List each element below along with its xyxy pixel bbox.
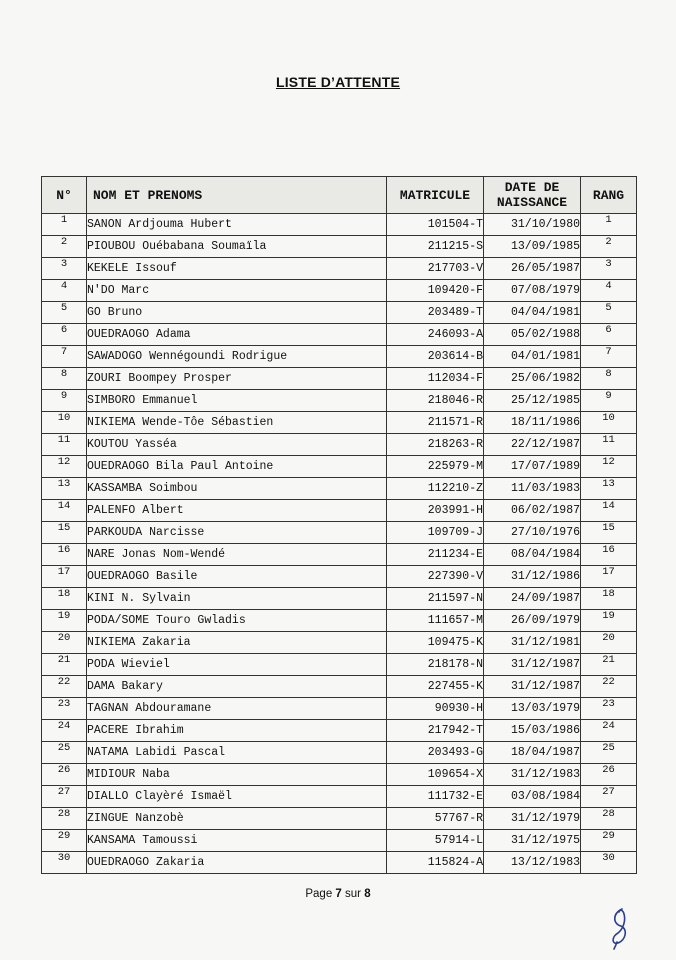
row-matricule: 101504-T (387, 214, 484, 236)
row-matricule: 218178-N (387, 654, 484, 676)
row-rank: 6 (581, 324, 637, 346)
row-birthdate: 25/06/1982 (484, 368, 581, 390)
row-number: 23 (42, 698, 87, 720)
row-matricule: 90930-H (387, 698, 484, 720)
row-birthdate: 22/12/1987 (484, 434, 581, 456)
row-matricule: 109654-X (387, 764, 484, 786)
row-name: OUEDRAOGO Adama (87, 324, 387, 346)
handwritten-initial-icon (608, 906, 630, 950)
header-birthdate-line2: NAISSANCE (496, 195, 568, 210)
row-name: NARE Jonas Nom-Wendé (87, 544, 387, 566)
row-birthdate: 31/12/1979 (484, 808, 581, 830)
table-row (42, 566, 637, 588)
header-num: N° (42, 177, 87, 214)
row-rank: 14 (581, 500, 637, 522)
row-matricule: 218046-R (387, 390, 484, 412)
row-name: PIOUBOU Ouébabana Soumaïla (87, 236, 387, 258)
row-number: 22 (42, 676, 87, 698)
row-matricule: 217703-V (387, 258, 484, 280)
row-number: 11 (42, 434, 87, 456)
waiting-list-table (41, 176, 637, 874)
table-row (42, 632, 637, 654)
row-birthdate: 03/08/1984 (484, 786, 581, 808)
footer-page-current: 7 (335, 888, 342, 900)
row-number: 15 (42, 522, 87, 544)
row-matricule: 112034-F (387, 368, 484, 390)
table-row (42, 544, 637, 566)
row-number: 20 (42, 632, 87, 654)
table-row (42, 390, 637, 412)
table-row (42, 610, 637, 632)
row-matricule: 109709-J (387, 522, 484, 544)
row-name: OUEDRAOGO Basile (87, 566, 387, 588)
row-rank: 23 (581, 698, 637, 720)
row-rank: 24 (581, 720, 637, 742)
row-birthdate: 26/05/1987 (484, 258, 581, 280)
row-number: 17 (42, 566, 87, 588)
table-row (42, 434, 637, 456)
row-birthdate: 07/08/1979 (484, 280, 581, 302)
row-name: DAMA Bakary (87, 676, 387, 698)
row-birthdate: 31/12/1986 (484, 566, 581, 588)
row-number: 7 (42, 346, 87, 368)
row-name: DIALLO Clayèré Ismaël (87, 786, 387, 808)
row-name: NATAMA Labidi Pascal (87, 742, 387, 764)
row-number: 12 (42, 456, 87, 478)
table-row (42, 654, 637, 676)
table-row (42, 368, 637, 390)
row-number: 2 (42, 236, 87, 258)
row-birthdate: 08/04/1984 (484, 544, 581, 566)
row-rank: 10 (581, 412, 637, 434)
row-matricule: 211571-R (387, 412, 484, 434)
row-name: KOUTOU Yasséa (87, 434, 387, 456)
row-rank: 9 (581, 390, 637, 412)
row-birthdate: 13/09/1985 (484, 236, 581, 258)
row-birthdate: 18/04/1987 (484, 742, 581, 764)
row-rank: 2 (581, 236, 637, 258)
row-name: KINI N. Sylvain (87, 588, 387, 610)
row-name: KANSAMA Tamoussi (87, 830, 387, 852)
row-rank: 18 (581, 588, 637, 610)
table-row (42, 500, 637, 522)
row-number: 24 (42, 720, 87, 742)
row-number: 5 (42, 302, 87, 324)
row-name: ZOURI Boompey Prosper (87, 368, 387, 390)
row-name: TAGNAN Abdouramane (87, 698, 387, 720)
row-name: PALENFO Albert (87, 500, 387, 522)
row-number: 13 (42, 478, 87, 500)
table-row (42, 588, 637, 610)
row-matricule: 211597-N (387, 588, 484, 610)
row-matricule: 112210-Z (387, 478, 484, 500)
table-row (42, 786, 637, 808)
table-body (42, 214, 637, 874)
header-matricule: MATRICULE (387, 177, 484, 214)
row-matricule: 225979-M (387, 456, 484, 478)
row-matricule: 211215-S (387, 236, 484, 258)
row-name: KASSAMBA Soimbou (87, 478, 387, 500)
row-name: NIKIEMA Zakaria (87, 632, 387, 654)
table-row (42, 302, 637, 324)
row-matricule: 218263-R (387, 434, 484, 456)
row-rank: 21 (581, 654, 637, 676)
row-rank: 28 (581, 808, 637, 830)
header-name: NOM ET PRENOMS (87, 177, 387, 214)
row-rank: 20 (581, 632, 637, 654)
row-birthdate: 15/03/1986 (484, 720, 581, 742)
row-matricule: 203493-G (387, 742, 484, 764)
row-rank: 27 (581, 786, 637, 808)
row-name: SAWADOGO Wennégoundi Rodrigue (87, 346, 387, 368)
row-name: SANON Ardjouma Hubert (87, 214, 387, 236)
row-rank: 7 (581, 346, 637, 368)
row-matricule: 111732-E (387, 786, 484, 808)
row-rank: 30 (581, 852, 637, 874)
row-number: 28 (42, 808, 87, 830)
table-row (42, 214, 637, 236)
table-row (42, 720, 637, 742)
row-matricule: 57767-R (387, 808, 484, 830)
row-number: 19 (42, 610, 87, 632)
row-birthdate: 13/12/1983 (484, 852, 581, 874)
row-birthdate: 26/09/1979 (484, 610, 581, 632)
table-row (42, 258, 637, 280)
row-number: 16 (42, 544, 87, 566)
table-row (42, 764, 637, 786)
row-rank: 19 (581, 610, 637, 632)
row-name: OUEDRAOGO Bila Paul Antoine (87, 456, 387, 478)
row-number: 10 (42, 412, 87, 434)
row-name: ZINGUE Nanzobè (87, 808, 387, 830)
row-number: 1 (42, 214, 87, 236)
row-rank: 22 (581, 676, 637, 698)
page-footer (0, 888, 676, 900)
row-name: PODA/SOME Touro Gwladis (87, 610, 387, 632)
row-matricule: 203991-H (387, 500, 484, 522)
table-row (42, 522, 637, 544)
table-row (42, 852, 637, 874)
row-number: 26 (42, 764, 87, 786)
row-birthdate: 31/12/1981 (484, 632, 581, 654)
row-number: 3 (42, 258, 87, 280)
row-number: 29 (42, 830, 87, 852)
row-rank: 8 (581, 368, 637, 390)
row-name: PARKOUDA Narcisse (87, 522, 387, 544)
row-number: 21 (42, 654, 87, 676)
row-rank: 29 (581, 830, 637, 852)
row-number: 30 (42, 852, 87, 874)
row-birthdate: 11/03/1983 (484, 478, 581, 500)
row-rank: 3 (581, 258, 637, 280)
row-rank: 15 (581, 522, 637, 544)
row-birthdate: 31/12/1975 (484, 830, 581, 852)
row-matricule: 111657-M (387, 610, 484, 632)
row-number: 8 (42, 368, 87, 390)
row-number: 14 (42, 500, 87, 522)
row-matricule: 57914-L (387, 830, 484, 852)
row-name: OUEDRAOGO Zakaria (87, 852, 387, 874)
row-rank: 1 (581, 214, 637, 236)
table-row (42, 412, 637, 434)
row-name: SIMBORO Emmanuel (87, 390, 387, 412)
row-name: N'DO Marc (87, 280, 387, 302)
row-matricule: 203614-B (387, 346, 484, 368)
table-row (42, 742, 637, 764)
table-header-row (42, 177, 637, 214)
table-row (42, 478, 637, 500)
row-birthdate: 24/09/1987 (484, 588, 581, 610)
row-matricule: 109475-K (387, 632, 484, 654)
row-birthdate: 17/07/1989 (484, 456, 581, 478)
header-birthdate (484, 177, 581, 214)
row-name: MIDIOUR Naba (87, 764, 387, 786)
footer-page-label: Page (305, 888, 333, 900)
row-birthdate: 25/12/1985 (484, 390, 581, 412)
header-birthdate-line1: DATE DE (504, 180, 560, 195)
row-birthdate: 04/04/1981 (484, 302, 581, 324)
table-row (42, 676, 637, 698)
table-row (42, 456, 637, 478)
row-birthdate: 31/12/1983 (484, 764, 581, 786)
footer-of-label: sur (345, 888, 362, 900)
row-matricule: 203489-T (387, 302, 484, 324)
row-number: 4 (42, 280, 87, 302)
row-rank: 5 (581, 302, 637, 324)
row-rank: 12 (581, 456, 637, 478)
row-birthdate: 27/10/1976 (484, 522, 581, 544)
row-rank: 16 (581, 544, 637, 566)
row-birthdate: 04/01/1981 (484, 346, 581, 368)
row-name: PODA Wieviel (87, 654, 387, 676)
row-name: KEKELE Issouf (87, 258, 387, 280)
table-row (42, 324, 637, 346)
row-birthdate: 05/02/1988 (484, 324, 581, 346)
table-row (42, 808, 637, 830)
row-matricule: 109420-F (387, 280, 484, 302)
header-rank: RANG (581, 177, 637, 214)
row-number: 25 (42, 742, 87, 764)
row-matricule: 246093-A (387, 324, 484, 346)
row-number: 18 (42, 588, 87, 610)
row-rank: 26 (581, 764, 637, 786)
row-matricule: 217942-T (387, 720, 484, 742)
table-row (42, 346, 637, 368)
table-row (42, 236, 637, 258)
row-name: PACERE Ibrahim (87, 720, 387, 742)
footer-page-total: 8 (364, 888, 371, 900)
row-number: 6 (42, 324, 87, 346)
table-row (42, 280, 637, 302)
row-matricule: 227390-V (387, 566, 484, 588)
table-row (42, 830, 637, 852)
row-rank: 17 (581, 566, 637, 588)
row-birthdate: 31/12/1987 (484, 676, 581, 698)
row-birthdate: 06/02/1987 (484, 500, 581, 522)
row-matricule: 115824-A (387, 852, 484, 874)
row-rank: 13 (581, 478, 637, 500)
table-row (42, 698, 637, 720)
row-rank: 4 (581, 280, 637, 302)
row-rank: 25 (581, 742, 637, 764)
row-matricule: 211234-E (387, 544, 484, 566)
row-number: 9 (42, 390, 87, 412)
row-birthdate: 31/10/1980 (484, 214, 581, 236)
row-birthdate: 31/12/1987 (484, 654, 581, 676)
row-birthdate: 13/03/1979 (484, 698, 581, 720)
row-name: GO Bruno (87, 302, 387, 324)
row-rank: 11 (581, 434, 637, 456)
row-matricule: 227455-K (387, 676, 484, 698)
row-name: NIKIEMA Wende-Tôe Sébastien (87, 412, 387, 434)
row-number: 27 (42, 786, 87, 808)
page-title: LISTE D’ATTENTE (275, 74, 401, 90)
row-birthdate: 18/11/1986 (484, 412, 581, 434)
